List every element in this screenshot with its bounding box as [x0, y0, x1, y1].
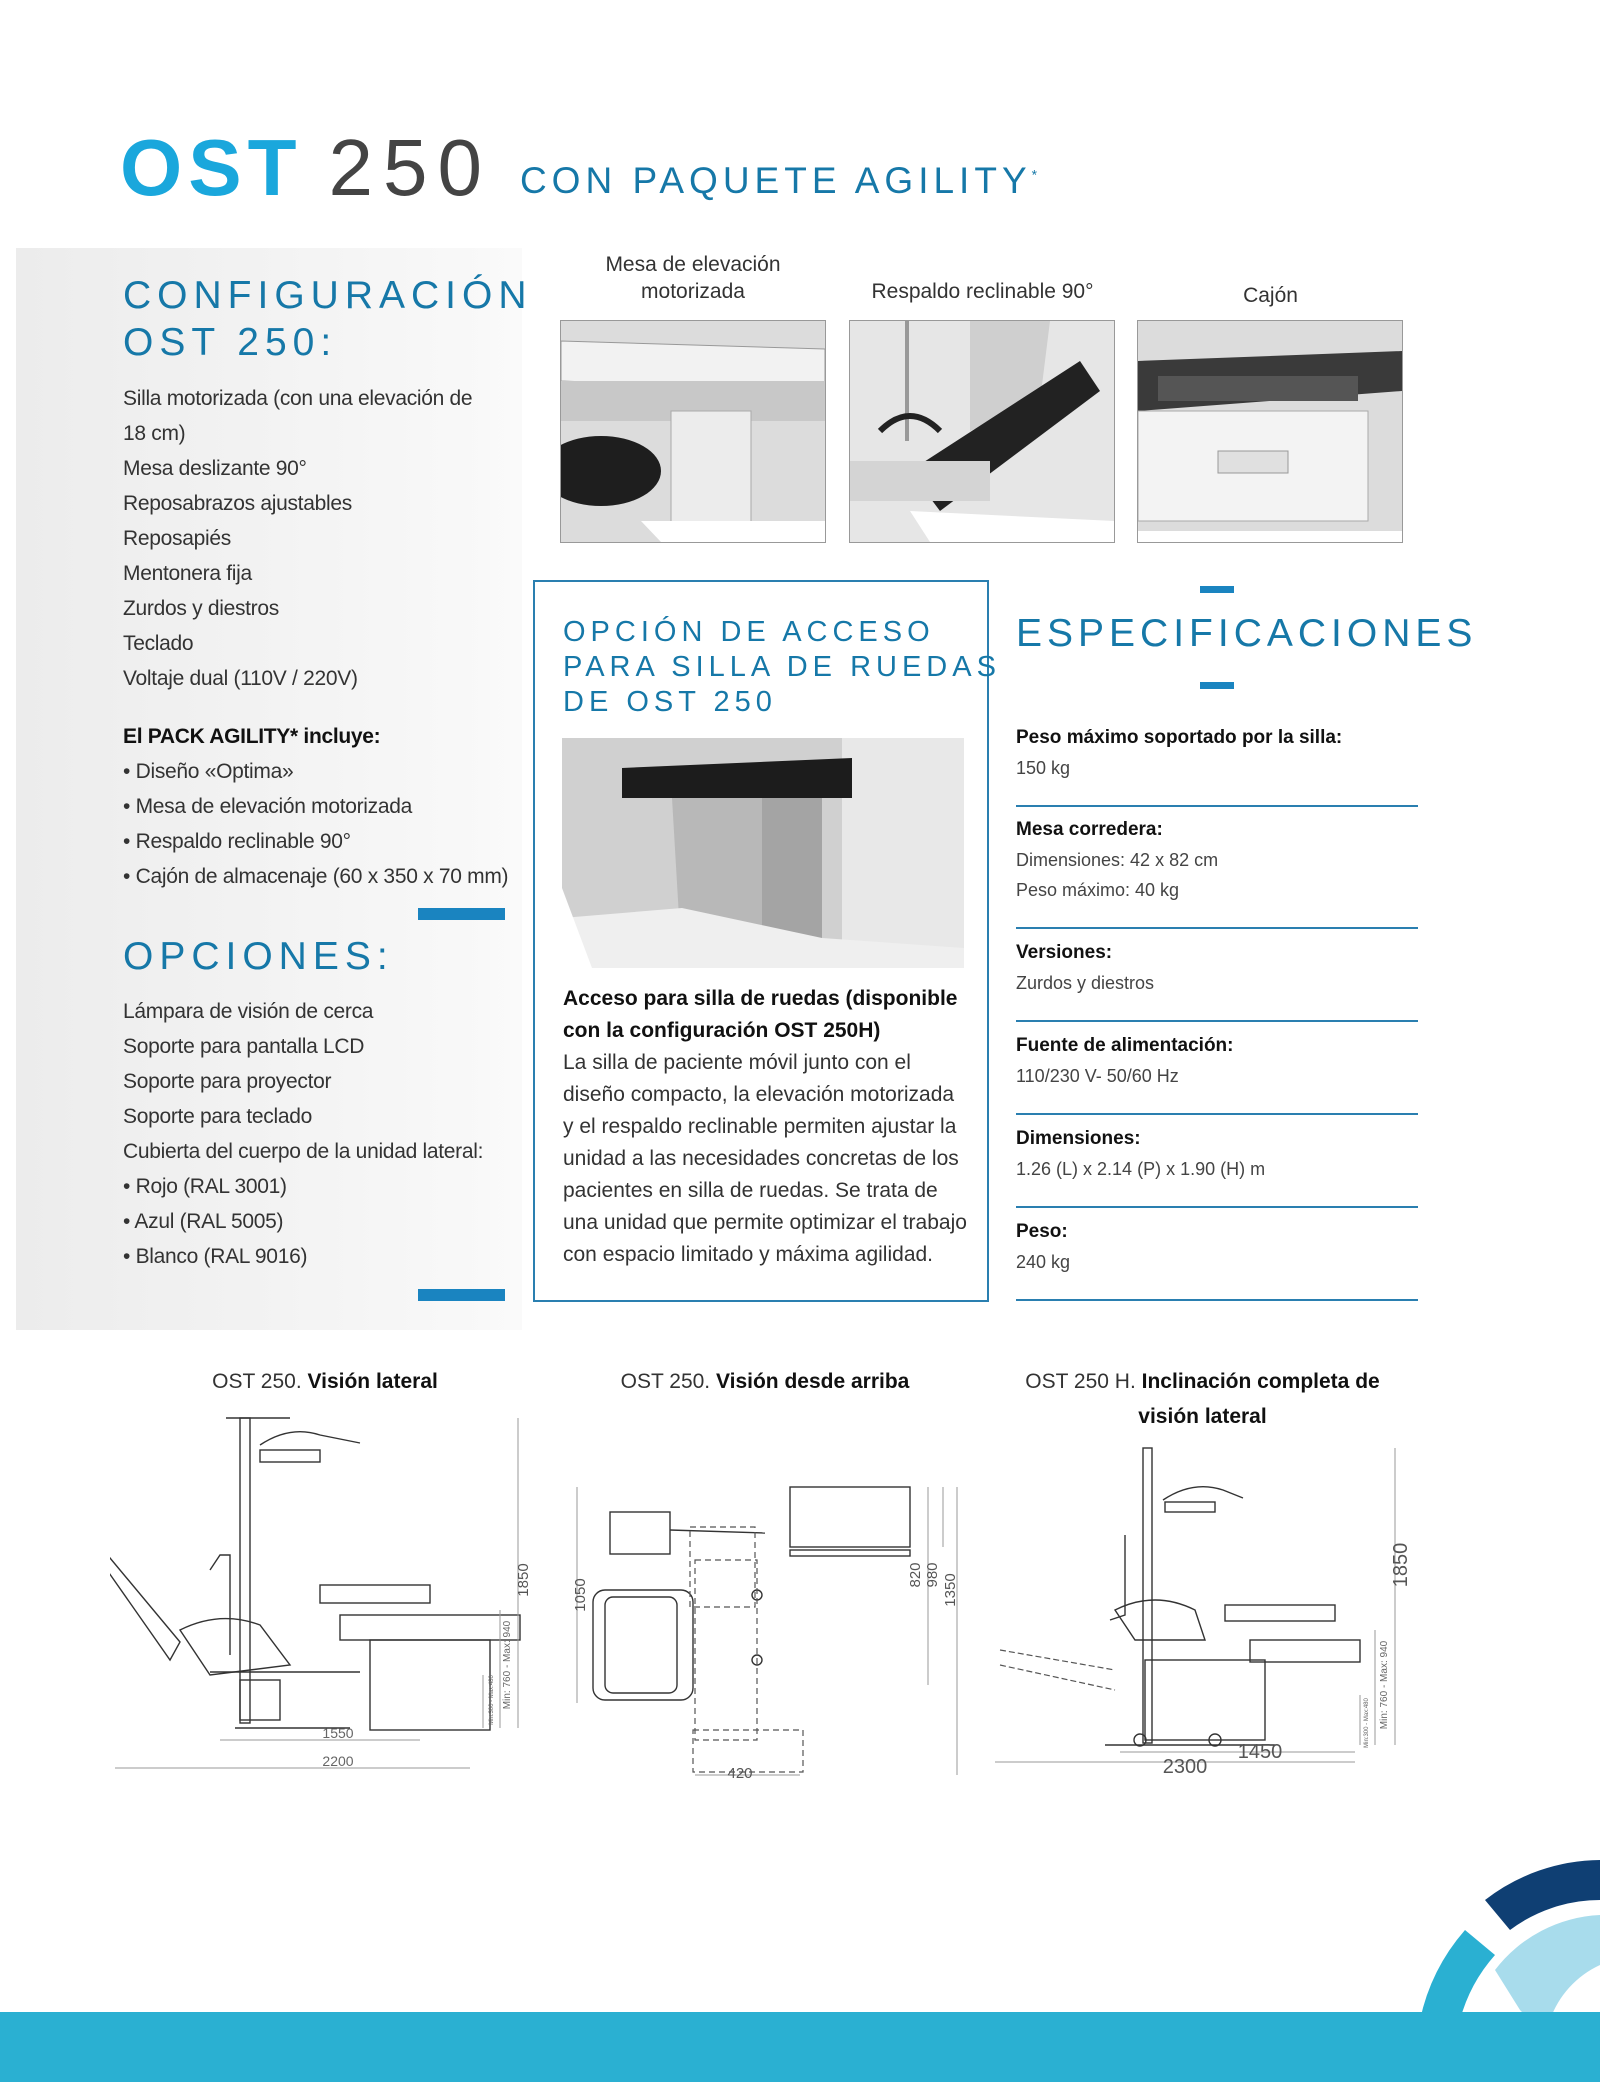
caption-bold: Inclinación completa de [1141, 1370, 1380, 1393]
config-heading-line2: OST 250: [123, 321, 338, 364]
specs-dash-top [1200, 586, 1234, 593]
spec-item [1016, 815, 1418, 929]
drawing-caption-top [580, 1364, 950, 1399]
dim-label: Min:300 - Max:480 [489, 1675, 495, 1725]
spec-item [1016, 1217, 1418, 1301]
list-item: • Cajón de almacenaje (60 x 350 x 70 mm) [123, 865, 509, 888]
heading-line: OPCIÓN DE ACCESO [563, 616, 935, 648]
tilt-view-drawing [995, 1440, 1415, 1790]
caption-prefix: OST 250 H. [1025, 1370, 1136, 1393]
wheelchair-bold-line: Acceso para silla de ruedas (disponible [563, 987, 958, 1010]
wheelchair-heading [563, 615, 1001, 720]
lateral-view-drawing [110, 1410, 540, 1785]
options-list [123, 994, 523, 1274]
config-list [123, 381, 518, 696]
spec-value: Peso máximo: 40 kg [1016, 880, 1180, 900]
pack-list [123, 719, 523, 894]
spec-item [1016, 1031, 1418, 1115]
dim-label: 2200 [322, 1753, 354, 1769]
list-item: Mentonera fija [123, 562, 252, 585]
spec-value: 110/230 V- 50/60 Hz [1016, 1066, 1179, 1086]
text-line: pacientes en silla de ruedas. Se trata de [563, 1179, 938, 1202]
photo-caption-table [558, 251, 828, 305]
accent-bar [418, 908, 505, 920]
list-item: Soporte para pantalla LCD [123, 1035, 365, 1058]
specs-heading: ESPECIFICACIONES [1016, 612, 1478, 655]
list-item: Lámpara de visión de cerca [123, 1000, 374, 1023]
table-elevation-photo [560, 320, 826, 543]
dim-label: 1850 [1390, 1542, 1412, 1588]
list-item: • Respaldo reclinable 90° [123, 830, 351, 853]
options-heading: OPCIONES: [123, 935, 394, 978]
wheelchair-text [563, 983, 983, 1271]
text-line: unidad a las necesidades concretas de los [563, 1147, 959, 1170]
drawing-caption-tilt [1000, 1364, 1405, 1434]
drawer-photo [1137, 320, 1403, 543]
text-line: La silla de paciente móvil junto con el [563, 1051, 911, 1074]
caption-bold: Visión desde arriba [715, 1370, 910, 1393]
text-line: y el respaldo reclinable permiten ajustar la [563, 1115, 957, 1138]
heading-line: DE OST 250 [563, 686, 777, 718]
specs-dash-bottom [1200, 682, 1234, 689]
subtitle-text: CON PAQUETE AGILITY [519, 160, 1032, 201]
list-item: 18 cm) [123, 422, 186, 445]
spec-value: 150 kg [1016, 758, 1071, 778]
dim-label: 1050 [572, 1578, 589, 1612]
list-item: Voltaje dual (110V / 220V) [123, 667, 358, 690]
text-line: una unidad que permite optimizar el trabajo [563, 1211, 967, 1234]
spec-value: Zurdos y diestros [1016, 973, 1155, 993]
wheelchair-bold-line: con la configuración OST 250H) [563, 1019, 881, 1042]
dim-label: 1850 [515, 1563, 532, 1597]
list-item: • Diseño «Optima» [123, 760, 294, 783]
dim-label: 420 [727, 1765, 753, 1782]
dim-label: 980 [924, 1562, 941, 1588]
list-item: • Azul (RAL 5005) [123, 1210, 284, 1233]
config-heading [123, 272, 533, 366]
caption-prefix: OST 250. [212, 1370, 302, 1393]
list-item: • Rojo (RAL 3001) [123, 1175, 287, 1198]
brand-name: OST [120, 123, 303, 212]
dim-label: 1350 [942, 1573, 959, 1607]
list-item: Reposapiés [123, 527, 231, 550]
spec-value: 1.26 (L) x 2.14 (P) x 1.90 (H) m [1016, 1159, 1266, 1179]
caption-line: Mesa de elevación [605, 253, 781, 276]
list-item: Soporte para proyector [123, 1070, 332, 1093]
dim-label: Min: 760 - Max: 940 [502, 1620, 513, 1710]
subtitle-asterisk: * [1031, 166, 1043, 183]
caption-bold: visión lateral [1138, 1405, 1267, 1428]
list-item: Cubierta del cuerpo de la unidad lateral: [123, 1140, 484, 1163]
photo-caption-backrest: Respaldo reclinable 90° [871, 280, 1094, 303]
pack-title: El PACK AGILITY* incluye: [123, 725, 381, 748]
page-title [120, 118, 1043, 212]
dim-label: 1550 [322, 1725, 354, 1741]
dim-label: 820 [907, 1562, 924, 1588]
list-item: Reposabrazos ajustables [123, 492, 352, 515]
decorative-arcs [1400, 1850, 1600, 2020]
list-item: Zurdos y diestros [123, 597, 279, 620]
spec-label: Peso: [1016, 1221, 1068, 1242]
backrest-photo [849, 320, 1115, 543]
wheelchair-photo [562, 738, 964, 968]
caption-bold: Visión lateral [307, 1370, 438, 1393]
caption-prefix: OST 250. [620, 1370, 711, 1393]
text-line: diseño compacto, la elevación motorizada [563, 1083, 955, 1106]
spec-value: Dimensiones: 42 x 82 cm [1016, 850, 1219, 870]
list-item: • Blanco (RAL 9016) [123, 1245, 308, 1268]
caption-line: motorizada [641, 280, 745, 303]
top-view-drawing [565, 1475, 975, 1785]
spec-item [1016, 938, 1418, 1022]
accent-bar [418, 1289, 505, 1301]
dim-label: 1450 [1237, 1741, 1283, 1763]
dim-label: Min: 760 - Max: 940 [1379, 1640, 1390, 1730]
footer-bar [0, 2012, 1600, 2082]
spec-label: Fuente de alimentación: [1016, 1035, 1234, 1056]
list-item: Soporte para teclado [123, 1105, 312, 1128]
text-line: con espacio limitado y máxima agilidad. [563, 1243, 934, 1266]
drawing-caption-lateral [150, 1364, 500, 1399]
spec-label: Peso máximo soportado por la silla: [1016, 727, 1343, 748]
spec-label: Versiones: [1016, 942, 1113, 963]
spec-item [1016, 723, 1418, 807]
config-heading-line1: CONFIGURACIÓN [123, 274, 533, 317]
spec-label: Dimensiones: [1016, 1128, 1141, 1149]
list-item: • Mesa de elevación motorizada [123, 795, 413, 818]
dim-label: 2300 [1162, 1756, 1208, 1778]
spec-item [1016, 1124, 1418, 1208]
spec-label: Mesa corredera: [1016, 819, 1163, 840]
spec-value: 240 kg [1016, 1252, 1071, 1272]
photo-caption-drawer: Cajón [1243, 284, 1298, 307]
dim-label: Min:300 - Max:480 [1364, 1698, 1370, 1748]
heading-line: PARA SILLA DE RUEDAS [563, 651, 1001, 683]
list-item: Silla motorizada (con una elevación de [123, 387, 473, 410]
subtitle [520, 160, 1042, 202]
list-item: Teclado [123, 632, 194, 655]
model-number: 250 [328, 123, 492, 212]
list-item: Mesa deslizante 90° [123, 457, 307, 480]
